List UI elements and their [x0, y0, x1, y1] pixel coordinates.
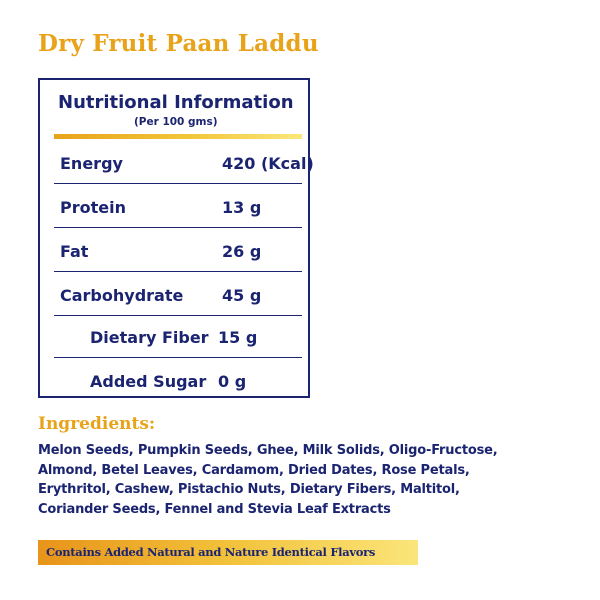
nutrition-row-fat [54, 230, 302, 272]
nutrition-subheading: (Per 100 gms) [134, 116, 218, 128]
nutrient-value: 15 g [218, 328, 258, 347]
nutrition-row-added-sugar [54, 360, 302, 402]
nutrition-row-energy [54, 142, 314, 184]
flavor-banner [38, 540, 418, 565]
flavor-note: Contains Added Natural and Nature Identical Flavors [46, 545, 376, 559]
nutrition-panel [38, 78, 314, 398]
ingredients-heading: Ingredients: [38, 414, 156, 434]
ingredients-line: Coriander Seeds, Fennel and Stevia Leaf Extracts [38, 501, 391, 517]
nutrient-name: Dietary Fiber [90, 328, 209, 347]
nutrient-name: Energy [60, 154, 123, 173]
nutrition-row-carbohydrate [54, 274, 302, 316]
ingredients-line: Melon Seeds, Pumpkin Seeds, Ghee, Milk Solids, Oligo-Fructose, [38, 443, 498, 458]
nutrient-value: 45 g [222, 286, 262, 305]
ingredients-line: Erythritol, Cashew, Pistachio Nuts, Dietary Fibers, Maltitol, [38, 482, 460, 497]
nutrient-name: Protein [60, 198, 126, 217]
nutrient-value: 13 g [222, 198, 262, 217]
nutrient-value: 26 g [222, 242, 262, 261]
nutrition-accent-bar [54, 134, 302, 139]
nutrient-name: Added Sugar [90, 372, 207, 391]
nutrition-row-protein [54, 186, 302, 228]
nutrition-row-dietary-fiber [54, 316, 302, 358]
nutrient-value: 420 (Kcal) [222, 154, 314, 173]
nutrition-heading: Nutritional Information [58, 92, 294, 113]
nutrient-name: Carbohydrate [60, 286, 184, 305]
ingredients-line: Almond, Betel Leaves, Cardamom, Dried Dates, Rose Petals, [38, 462, 470, 478]
nutrient-value: 0 g [218, 372, 247, 391]
product-title: Dry Fruit Paan Laddu [38, 30, 319, 57]
ingredients-list [38, 441, 578, 519]
nutrient-name: Fat [60, 242, 89, 261]
